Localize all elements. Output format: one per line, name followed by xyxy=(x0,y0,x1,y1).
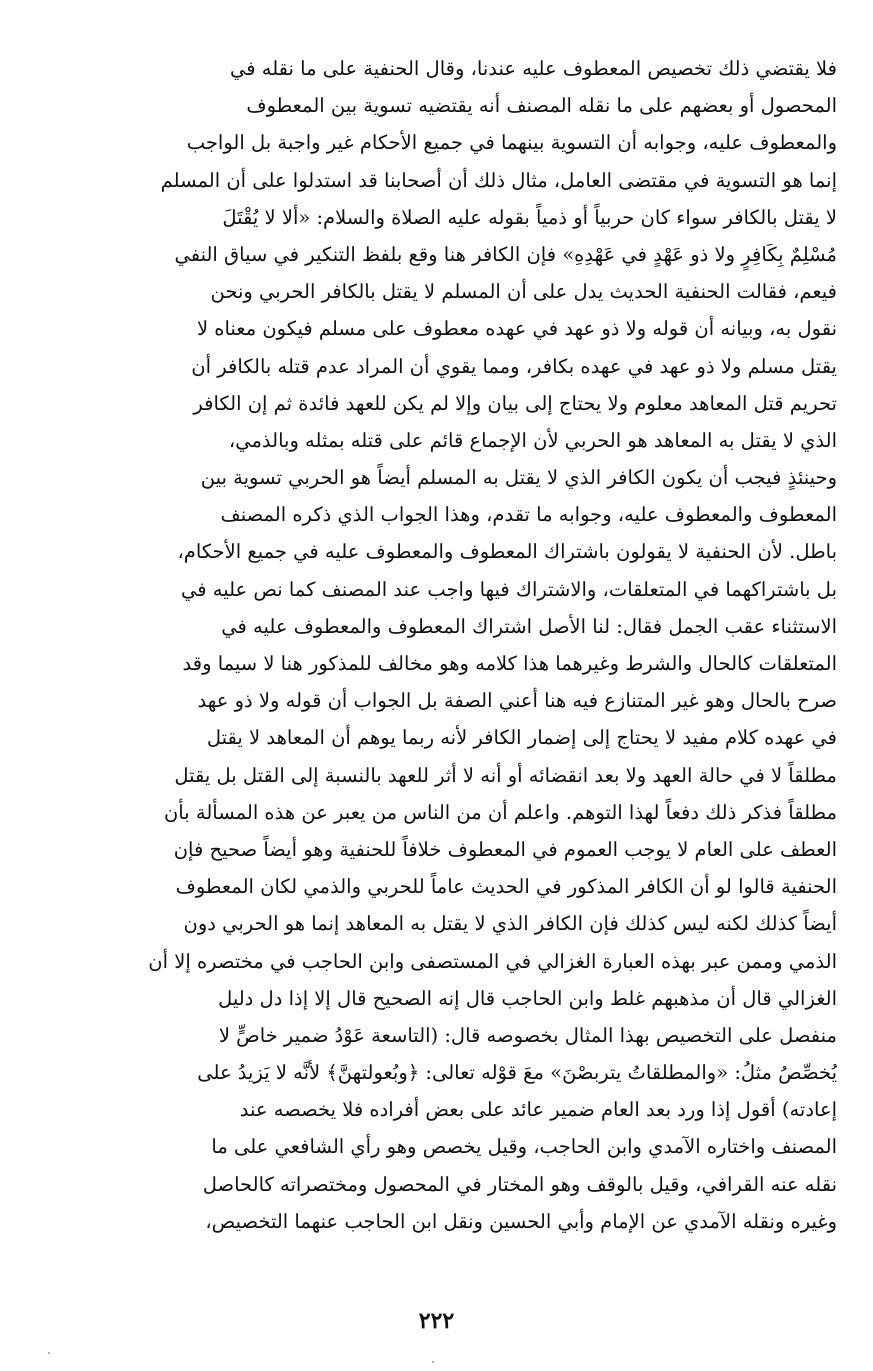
text-line: الذي لا يقتل به المعاهد هو الحربي لأن الإجماع قائم على قتله بمثله وبالذمي، xyxy=(228,428,837,452)
text-line: أيضاً كذلك لكنه ليس كذلك فإن الكافر الذي لا يقتل به المعاهد إنما هو الحربي دون xyxy=(183,912,837,936)
text-line: الذمي وممن عبر بهذه العبارة الغزالي في المستصفى وابن الحاجب في مختصره إلا أن xyxy=(148,949,837,973)
text-line: إعادته) أقول إذا ورد بعد العام ضمير عائد على بعض أفراده فلا يخصصه عند xyxy=(239,1098,837,1122)
scan-speck xyxy=(48,1352,50,1354)
text-line: المصنف واختاره الآمدي وابن الحاجب، وقيل يخصص وهو رأي الشافعي على ما xyxy=(211,1135,837,1159)
text-line: مُسْلِمٌ بِكَافِرٍ ولا ذو عَهْدٍ في عَهْدِهِ» فإن الكافر هنا وقع بلفظ التنكير في سياق النفي xyxy=(174,242,837,266)
page-number: ٢٢٢ xyxy=(418,1308,455,1334)
text-line: يقتل مسلم ولا ذو عهد في عهده بكافر، ومما يقوي أن المراد عدم قتله بالكافر أن xyxy=(191,354,837,378)
text-line: بل باشتراكهما في المتعلقات، والاشتراك فيها واجب عند المصنف كما نص عليه في xyxy=(180,577,837,601)
text-line: منفصل على التخصيص بهذا المثال بخصوصه قال: (التاسعة عَوْدُ ضمير خاصٍّ لا xyxy=(218,1023,837,1047)
text-line: المعطوف والمعطوف عليه، وجوابه ما تقدم، وهذا الجواب الذي ذكره المصنف xyxy=(220,503,837,527)
text-line: نقله عنه القرافي، وقيل بالوقف وهو المختار في المحصول ومختصراته كالحاصل xyxy=(202,1172,837,1196)
text-line: نقول به، وبيانه أن قوله ولا ذو عهد في عهده معطوف على مسلم فيكون معناه لا xyxy=(196,317,837,341)
text-line: صرح بالحال وهو غير المتنازع فيه هنا أعني الصفة بل الجواب أن قوله ولا ذو عهد xyxy=(197,689,837,713)
text-line: الاستثناء عقب الجمل فقال: لنا الأصل اشتراك المعطوف والمعطوف عليه في xyxy=(221,614,837,638)
text-line: إنما هو التسوية في مقتضى العامل، مثال ذلك أن أصحابنا قد استدلوا على أن المسلم xyxy=(160,168,837,192)
text-line: العطف على العام لا يوجب العموم في المعطوف خلافاً للحنفية وهو أيضاً صحيح فإن xyxy=(173,837,837,861)
text-line: المحصول أو بعضهم على ما نقله المصنف أنه يقتضيه تسوية بين المعطوف xyxy=(246,94,837,118)
text-line: مطلقاً لا في حالة العهد ولا بعد انقضائه أو أنه لا أثر للعهد بالنسبة إلى القتل بل يقتل xyxy=(174,763,837,787)
page-body-text xyxy=(37,50,837,1240)
text-line: المتعلقات كالحال والشرط وغيرهما هذا كلامه وهو مخالف للمذكور هنا لا سيما وقد xyxy=(182,652,837,675)
text-line: مطلقاً فذكر ذلك دفعاً لهذا التوهم. واعلم أن من الناس من يعبر عن هذه المسألة بأن xyxy=(163,800,837,824)
text-line: فلا يقتضي ذلك تخصيص المعطوف عليه عندنا، وقال الحنفية على ما نقله في xyxy=(230,57,837,80)
scan-speck xyxy=(432,1361,434,1363)
text-line: تحريم قتل المعاهد معلوم ولا يحتاج إلى بيان وإلا لم يكن للعهد فائدة ثم إن الكافر xyxy=(193,391,837,415)
text-line: فيعم، فقالت الحنفية الحديث يدل على أن المسلم لا يقتل بالكافر الحربي ونحن xyxy=(210,280,837,304)
text-line: في عهده كلام مفيد لا يحتاج إلى إضمار الكافر لأنه ربما يوهم أن المعاهد لا يقتل xyxy=(206,726,837,750)
text-line: الحنفية قالوا لو أن الكافر المذكور في الحديث عاماً للحربي والذمي لكان المعطوف xyxy=(175,875,837,899)
text-line: والمعطوف عليه، وجوابه أن التسوية بينهما في جميع الأحكام غير واجبة بل الواجب xyxy=(186,131,837,155)
text-line: وغيره ونقله الآمدي عن الإمام وأبي الحسين ونقل ابن الحاجب عنهما التخصيص، xyxy=(205,1209,837,1233)
text-line: باطل. لأن الحنفية لا يقولون باشتراك المعطوف والمعطوف عليه في جميع الأحكام، xyxy=(177,540,837,564)
text-line: يُخصِّصُ مثلُ: «والمطلقاتُ يتربصْنَ» معَ قوْله تعالى: ﴿وبُعولتهنَّ﴾ لأنَّه لا يَزيدُ على xyxy=(197,1061,837,1085)
text-line: الغزالي قال أن مذهبهم غلط وابن الحاجب قال إنه الصحيح قال إلا إذا دل دليل xyxy=(218,986,837,1010)
text-line: لا يقتل بالكافر سواء كان حربياً أو ذمياً بقوله عليه الصلاة والسلام: «ألا لا يُقْتَلَ xyxy=(222,205,837,229)
text-line: وحينئذٍ فيجب أن يكون الكافر الذي لا يقتل به المسلم أيضاً هو الحربي تسوية بين xyxy=(200,466,837,490)
